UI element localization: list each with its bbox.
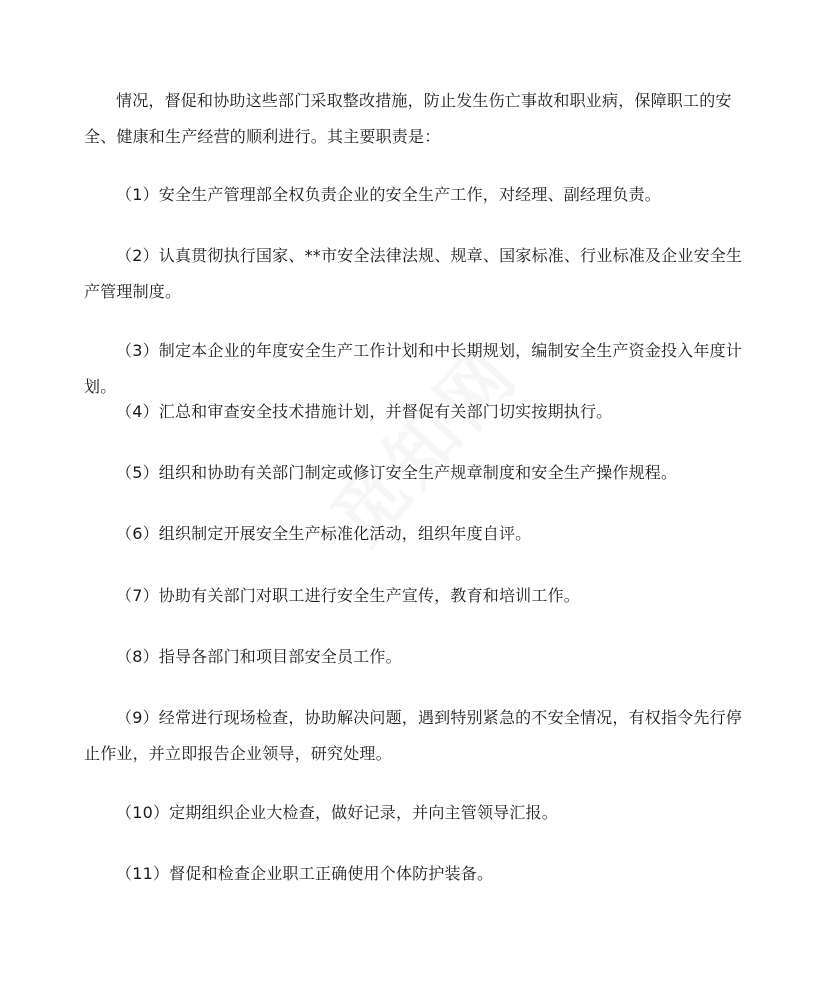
paragraph-item-11 (84, 856, 756, 892)
paragraph-text: （7）协助有关部门对职工进行安全生产宣传，教育和培训工作。 (116, 586, 580, 605)
paragraph-text: （4）汇总和审查安全技术措施计划，并督促有关部门切实按期执行。 (116, 402, 613, 421)
paragraph-text: （6）组织制定开展安全生产标准化活动，组织年度自评。 (116, 524, 532, 543)
paragraph-item-4 (84, 394, 756, 430)
paragraph-item-2 (84, 238, 756, 310)
paragraph-text: （8）指导各部门和项目部安全员工作。 (116, 647, 402, 666)
paragraph-item-7 (84, 578, 756, 614)
paragraph-item-9 (84, 700, 756, 772)
paragraph-text: （2）认真贯彻执行国家、**市安全法律法规、规章、国家标准、行业标准及企业安全生产管理制度。 (84, 246, 743, 301)
paragraph-text: （9）经常进行现场检查，协助解决问题，遇到特别紧急的不安全情况，有权指令先行停止作业，并立即报告企业领导，研究处理。 (84, 708, 742, 763)
paragraph-text: （1）安全生产管理部全权负责企业的安全生产工作，对经理、副经理负责。 (116, 185, 661, 204)
paragraph-text: （10）定期组织企业大检查，做好记录，并向主管领导汇报。 (116, 803, 558, 822)
paragraph-item-6 (84, 516, 756, 552)
paragraph-text: （3）制定本企业的年度安全生产工作计划和中长期规划，编制安全生产资金投入年度计划。 (84, 341, 742, 396)
paragraph-intro (84, 83, 756, 155)
paragraph-item-8 (84, 639, 756, 675)
paragraph-text: 情况，督促和协助这些部门采取整改措施，防止发生伤亡事故和职业病，保障职工的安全、健康和生产经营的顺利进行。其主要职责是： (84, 91, 732, 146)
paragraph-item-5 (84, 455, 756, 491)
paragraph-text: （11）督促和检查企业职工正确使用个体防护装备。 (116, 864, 494, 883)
paragraph-text: （5）组织和协助有关部门制定或修订安全生产规章制度和安全生产操作规程。 (116, 463, 678, 482)
paragraph-item-10 (84, 795, 756, 831)
paragraph-item-1 (84, 177, 756, 213)
